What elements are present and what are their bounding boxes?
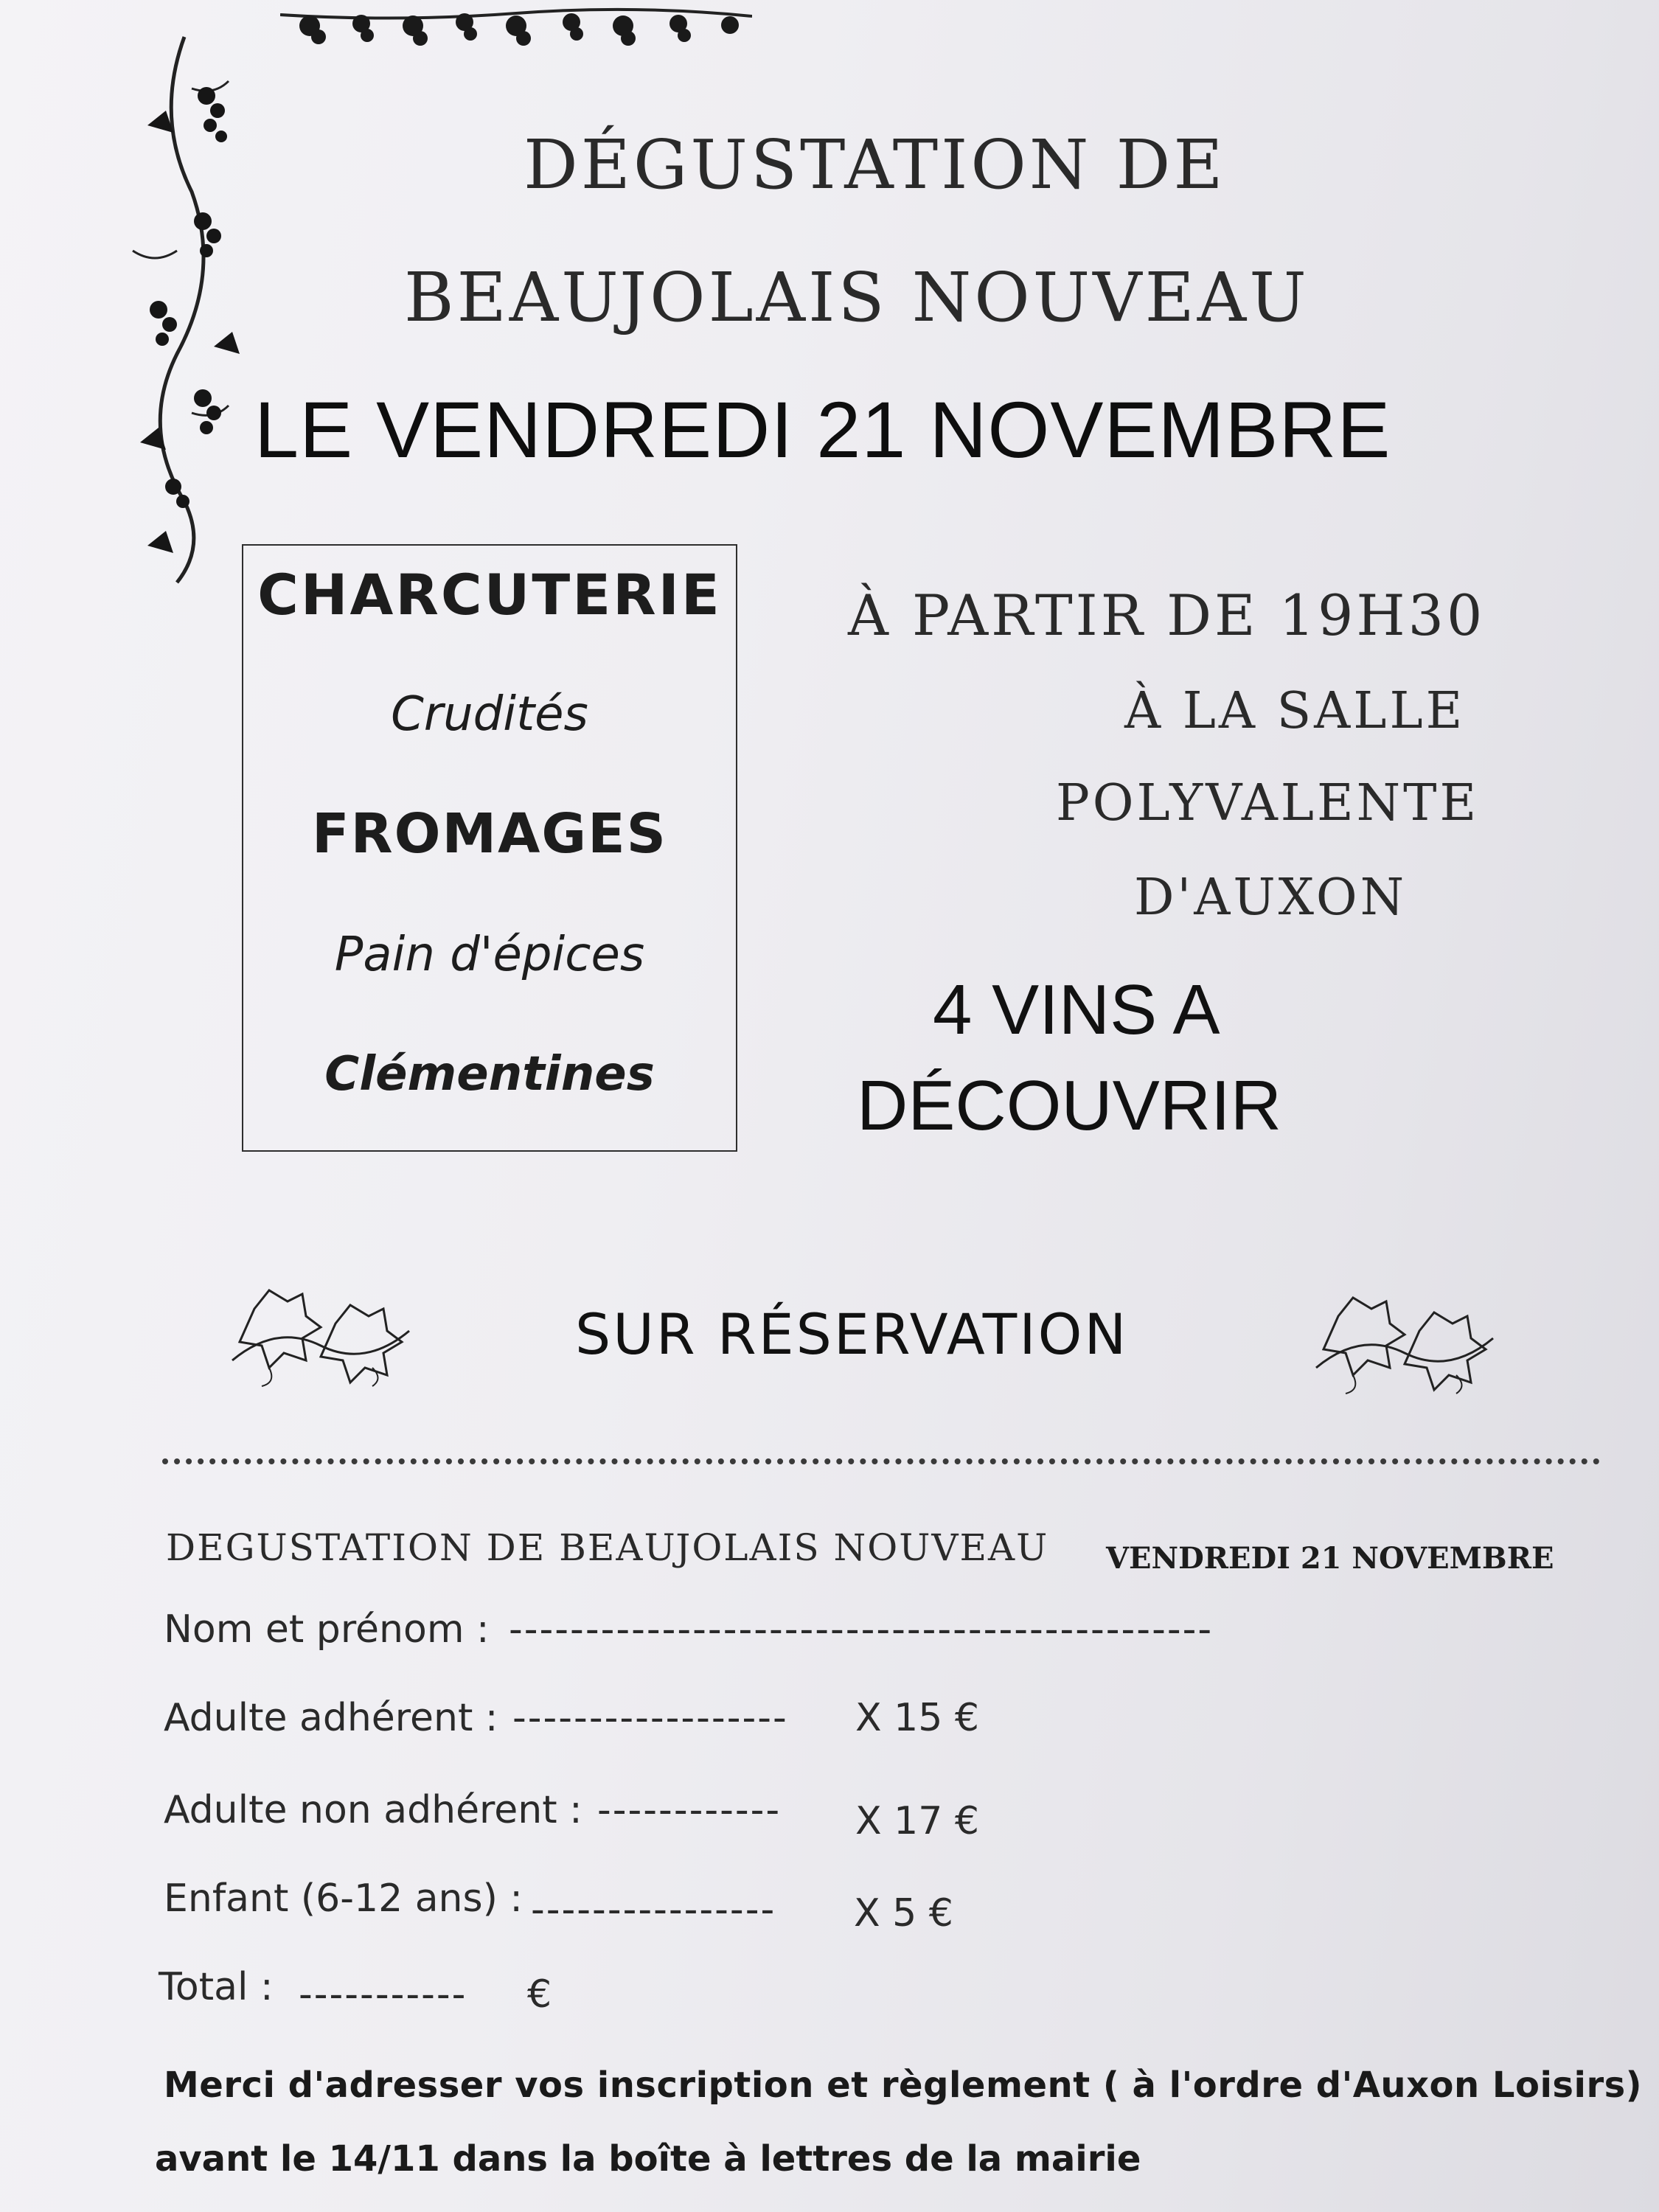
left-vine-leaf-icon [225, 1279, 417, 1390]
form-heading: DEGUSTATION DE BEAUJOLAIS NOUVEAU [166, 1526, 1049, 1569]
total-currency: € [527, 1972, 552, 2017]
title-line-2: BEAUJOLAIS NOUVEAU [404, 258, 1310, 337]
adult-nonmember-price: X 17 € [855, 1799, 979, 1843]
start-time: À PARTIR DE 19H30 [848, 582, 1486, 648]
grape-vine-side-icon [103, 29, 258, 590]
venue-line-2: POLYVALENTE [1056, 774, 1480, 832]
adult-nonmember-label: Adulte non adhérent : [164, 1788, 582, 1832]
form-heading-date: VENDREDI 21 NOVEMBRE [1106, 1541, 1554, 1576]
menu-item-pain-epices: Pain d'épices [334, 928, 645, 982]
child-field[interactable]: ---------------- [531, 1888, 776, 1932]
grape-vine-border-icon [280, 0, 752, 59]
menu-item-crudites: Crudités [391, 687, 588, 742]
name-label: Nom et prénom : [164, 1607, 490, 1652]
instructions-line-1: Merci d'adresser vos inscription et règlement ( à l'ordre d'Auxon Loisirs) [164, 2065, 1643, 2106]
instructions-line-2: avant le 14/11 dans la boîte à lettres de la mairie [155, 2138, 1141, 2180]
reservation-notice: SUR RÉSERVATION [575, 1301, 1129, 1367]
total-label: Total : [159, 1965, 274, 2009]
wines-line-2: DÉCOUVRIR [857, 1066, 1282, 1145]
adult-member-price: X 15 € [855, 1696, 979, 1740]
child-price: X 5 € [854, 1891, 953, 1935]
adult-member-field[interactable]: ------------------ [512, 1696, 788, 1740]
right-vine-leaf-icon [1309, 1287, 1500, 1397]
venue-line-3: D'AUXON [1134, 869, 1408, 927]
menu-box [242, 544, 737, 1152]
venue-line-1: À LA SALLE [1124, 682, 1466, 740]
event-date: LE VENDREDI 21 NOVEMBRE [254, 385, 1391, 474]
name-field[interactable]: ---------------------------------------------- [509, 1607, 1214, 1652]
total-field[interactable]: ----------- [299, 1972, 467, 2017]
cut-line [162, 1458, 1600, 1472]
title-line-1: DÉGUSTATION DE [524, 125, 1226, 204]
menu-item-fromages: FROMAGES [312, 802, 667, 866]
child-label: Enfant (6-12 ans) : [164, 1877, 523, 1921]
menu-item-charcuterie: CHARCUTERIE [257, 562, 722, 627]
wines-line-1: 4 VINS A [933, 970, 1220, 1049]
menu-item-clementines: Clémentines [324, 1047, 655, 1102]
adult-member-label: Adulte adhérent : [164, 1696, 498, 1740]
adult-nonmember-field[interactable]: ------------ [597, 1788, 782, 1832]
